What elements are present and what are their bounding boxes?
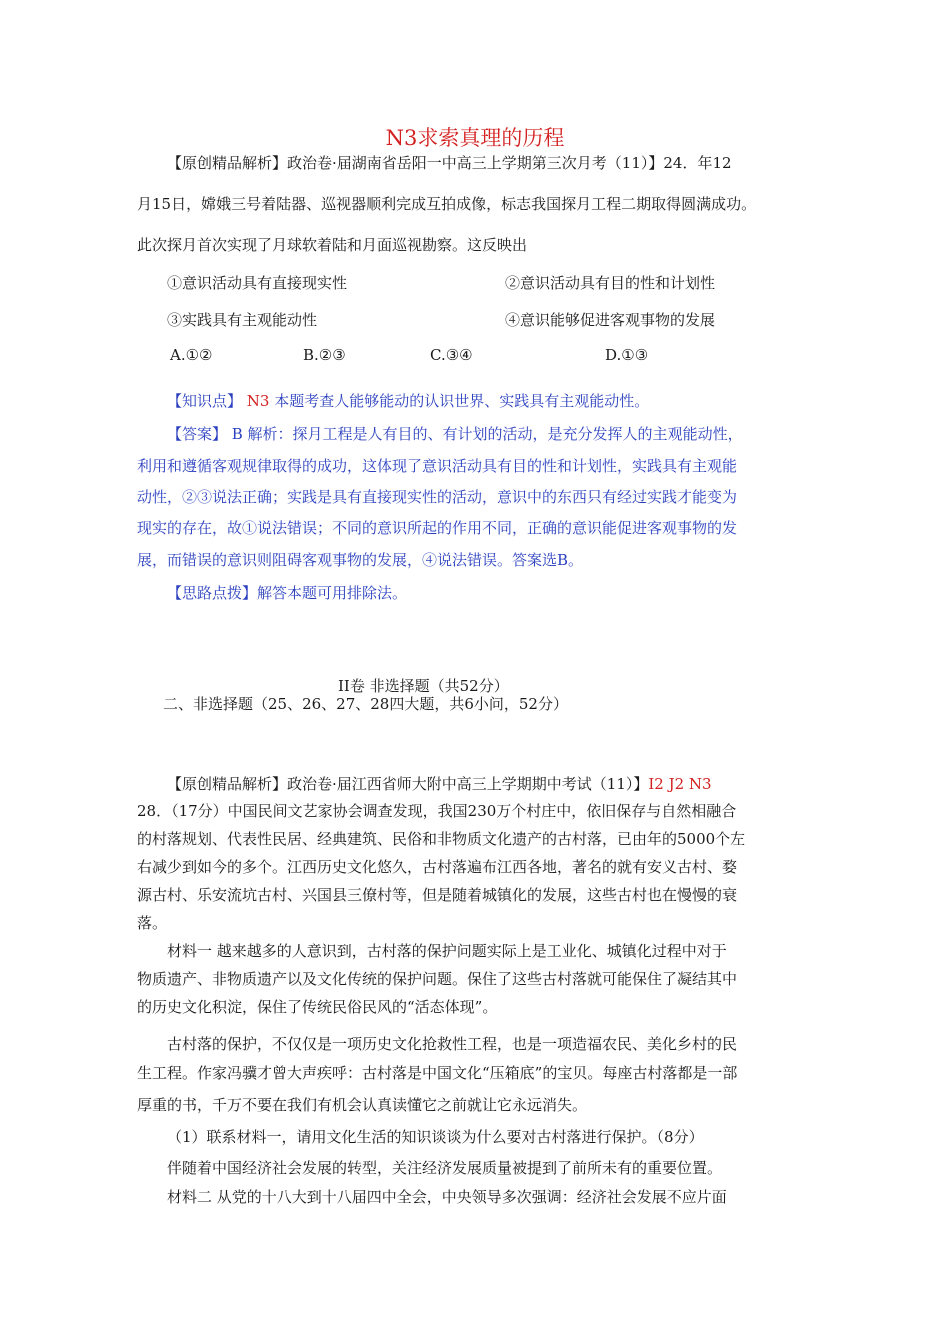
- question-24-stem-line: 此次探月首次实现了月球软着陆和月面巡视勘察。这反映出: [137, 236, 528, 254]
- knowledge-code: N3: [246, 392, 270, 410]
- question-28-line: 落。: [137, 914, 168, 932]
- statement-2: ②意识活动具有目的性和计划性: [505, 274, 716, 292]
- option-d: D.①③: [605, 346, 649, 364]
- answer-line: 【答案】 B 解析：探月工程是人有目的、有计划的活动，是充分发挥人的主观能动性，: [167, 425, 743, 443]
- option-a: A.①②: [170, 346, 213, 364]
- knowledge-point: [167, 390, 649, 411]
- paragraph-line: 古村落的保护，不仅仅是一项历史文化抢救性工程，也是一项造福农民、美化乡村的民: [167, 1035, 738, 1053]
- knowledge-text: 本题考查人能够能动的认识世界、实践具有主观能动性。: [274, 392, 650, 410]
- option-b: B.②③: [303, 346, 346, 364]
- question-28-line: 28．（17分）中国民间文艺家协会调查发现，我国230万个村庄中，依旧保存与自然相融合: [137, 802, 737, 820]
- answer-line: 现实的存在，故①说法错误；不同的意识所起的作用不同，正确的意识能促进客观事物的发: [137, 519, 738, 537]
- hint-line: 【思路点拨】解答本题可用排除法。: [167, 584, 408, 602]
- question-28-source-text: 【原创精品解析】政治卷·届江西省师大附中高三上学期期中考试（11）】: [167, 775, 649, 793]
- section-title: N3求索真理的历程: [385, 126, 565, 150]
- statement-1: ①意识活动具有直接现实性: [167, 274, 348, 292]
- answer-line: 展，而错误的意识则阻碍客观事物的发展，④说法错误。答案选B。: [137, 551, 584, 569]
- material-1-line: 材料一 越来越多的人意识到，古村落的保护问题实际上是工业化、城镇化过程中对于: [167, 942, 727, 960]
- paragraph-line: 生工程。作家冯骥才曾大声疾呼：古村落是中国文化“压箱底”的宝贝。每座古村落都是一部: [137, 1064, 738, 1082]
- question-28-codes: I2 J2 N3: [648, 775, 712, 793]
- question-24-source: 【原创精品解析】政治卷·届湖南省岳阳一中高三上学期第三次月考（11）】24．年12: [167, 154, 732, 172]
- statement-3: ③实践具有主观能动性: [167, 311, 318, 329]
- knowledge-tag: 【知识点】: [167, 392, 243, 410]
- option-c: C.③④: [430, 346, 473, 364]
- question-28-line: 的村落规划、代表性民居、经典建筑、民俗和非物质文化遗产的古村落，已由年的5000个左: [137, 830, 746, 848]
- section-subheading: 二、非选择题（25、26、27、28四大题，共6小问，52分）: [163, 695, 568, 713]
- paragraph-line: 厚重的书，千万不要在我们有机会认真读懂它之前就让它永远消失。: [137, 1096, 588, 1114]
- question-28-line: 右减少到如今的多个。江西历史文化悠久，古村落遍布江西各地，著名的就有安义古村、婺: [137, 858, 738, 876]
- question-24-stem-line: 月15日，嫦娥三号着陆器、巡视器顺利完成互拍成像，标志我国探月工程二期取得圆满成功。: [137, 195, 757, 213]
- material-2-line: 材料二 从党的十八大到十八届四中全会，中央领导多次强调：经济社会发展不应片面: [167, 1188, 727, 1206]
- material-1-line: 的历史文化积淀，保住了传统民俗民风的“活态体现”。: [137, 998, 498, 1016]
- section-heading: II卷 非选择题（共52分）: [338, 677, 509, 695]
- statement-4: ④意识能够促进客观事物的发展: [505, 311, 716, 329]
- paragraph-line: 伴随着中国经济社会发展的转型，关注经济发展质量被提到了前所未有的重要位置。: [167, 1159, 723, 1177]
- question-28-line: 源古村、乐安流坑古村、兴国县三僚村等，但是随着城镇化的发展，这些古村也在慢慢的衰: [137, 886, 738, 904]
- answer-line: 利用和遵循客观规律取得的成功，这体现了意识活动具有目的性和计划性，实践具有主观能: [137, 457, 738, 475]
- answer-line: 动性，②③说法正确；实践是具有直接现实性的活动，意识中的东西只有经过实践才能变为: [137, 488, 738, 506]
- material-1-line: 物质遗产、非物质遗产以及文化传统的保护问题。保住了这些古村落就可能保住了凝结其中: [137, 970, 738, 988]
- sub-question-1: （1）联系材料一，请用文化生活的知识谈谈为什么要对古村落进行保护。（8分）: [167, 1128, 704, 1146]
- question-28-source: [167, 773, 712, 794]
